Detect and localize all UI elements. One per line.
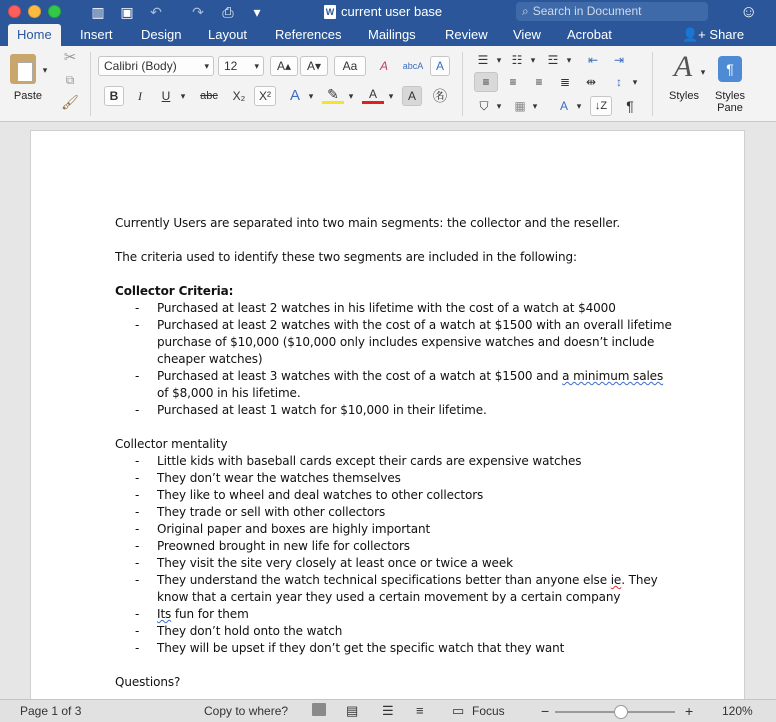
copy-to-where-status[interactable]: Copy to where? — [204, 704, 289, 718]
styles-chevron-icon[interactable]: ▾ — [700, 67, 706, 77]
font-color-button[interactable] — [362, 84, 384, 104]
list-item-text: Purchased at least 3 watches with the cost of a watch at $1500 and — [157, 369, 563, 383]
multilevel-chevron-icon[interactable]: ▾ — [566, 55, 572, 65]
search-placeholder: Search in Document — [532, 4, 642, 18]
zoom-level[interactable]: 120% — [722, 704, 753, 718]
list-item-text: of $8,000 in his lifetime. — [157, 386, 301, 400]
tab-insert[interactable]: Insert — [80, 27, 113, 42]
tab-mailings[interactable]: Mailings — [368, 27, 416, 42]
ribbon-separator — [462, 52, 463, 116]
minimize-window-button[interactable] — [28, 5, 41, 18]
word-document-icon: W — [325, 7, 335, 17]
font-name-value: Calibri (Body) — [104, 59, 177, 73]
list-item[interactable]: - Original paper and boxes are highly important — [115, 521, 675, 538]
styles-label[interactable]: Styles — [669, 90, 699, 102]
list-item[interactable]: - Purchased at least 1 watch for $10,000 in their lifetime. — [115, 402, 675, 419]
tab-review[interactable]: Review — [445, 27, 488, 42]
ribbon-tabs — [0, 24, 776, 46]
list-item[interactable] — [115, 572, 675, 606]
list-item-text: fun for them — [171, 607, 249, 621]
document-body[interactable] — [115, 215, 675, 691]
underline-button[interactable]: U — [161, 89, 171, 103]
styles-pane-label[interactable] — [706, 90, 754, 114]
list-item[interactable]: - They visit the site very closely at least once or twice a week — [115, 555, 675, 572]
underline-options-chevron-icon[interactable]: ▾ — [180, 91, 186, 101]
borders-icon[interactable]: ▦ — [514, 99, 526, 113]
sidebar-toggle-icon[interactable]: ▥ — [91, 4, 105, 20]
intro-paragraph[interactable]: Currently Users are separated into two main segments: the collector and the reseller. — [115, 216, 621, 230]
align-right-icon[interactable]: ≡ — [535, 75, 543, 89]
grammar-flag[interactable]: Its — [157, 607, 172, 621]
list-item[interactable] — [115, 368, 675, 402]
highlighter-icon: ✎ — [327, 86, 339, 102]
search-icon: ⌕ — [522, 4, 529, 18]
document-canvas[interactable] — [0, 123, 776, 699]
line-spacing-chevron-icon[interactable]: ▾ — [632, 77, 638, 87]
paste-label: Paste — [13, 90, 43, 102]
list-item[interactable] — [115, 606, 675, 623]
list-item-text: They understand the watch technical specifications better than anyone else — [157, 573, 611, 587]
font-color-a-icon: A — [368, 87, 377, 101]
highlight-color-button[interactable] — [322, 84, 344, 104]
share-button[interactable] — [682, 24, 744, 46]
font-size-select[interactable] — [218, 56, 264, 76]
bullets-list-icon[interactable]: ☰ — [477, 53, 489, 67]
increase-indent-icon[interactable]: ⇥ — [613, 53, 625, 67]
draft-view-icon[interactable]: ≡ — [416, 703, 424, 718]
share-label: Share — [709, 27, 745, 42]
list-item[interactable]: - They like to wheel and deal watches to other collectors — [115, 487, 675, 504]
grow-font-button[interactable]: A▴ — [270, 56, 298, 76]
questions-heading[interactable]: Questions? — [115, 675, 181, 689]
tab-references[interactable]: References — [275, 27, 342, 42]
font-name-select[interactable] — [98, 56, 214, 76]
feedback-smiley-icon[interactable]: ☺ — [740, 2, 758, 21]
align-left-icon[interactable]: ≡ — [474, 72, 498, 92]
bold-button[interactable]: B — [104, 86, 124, 106]
ribbon-separator — [90, 52, 91, 116]
list-item[interactable]: - They don’t hold onto the watch — [115, 623, 675, 640]
decrease-indent-icon[interactable]: ⇤ — [587, 53, 599, 67]
align-center-icon[interactable]: ≡ — [509, 75, 517, 89]
borders-chevron-icon[interactable]: ▾ — [532, 101, 538, 111]
focus-mode-icon[interactable]: ▭ — [452, 703, 465, 718]
shading-chevron-icon[interactable]: ▾ — [496, 101, 502, 111]
sort-az-icon[interactable]: ↓Z — [590, 96, 612, 116]
asian-layout-chevron-icon[interactable]: ▾ — [576, 101, 582, 111]
styles-pane-label-line2: Pane — [717, 102, 743, 114]
chevron-down-icon: ▾ — [204, 61, 209, 71]
grammar-flag[interactable]: a minimum sales — [562, 369, 664, 383]
collector-criteria-heading[interactable]: Collector Criteria: — [115, 284, 234, 298]
multilevel-list-icon[interactable]: ☲ — [547, 53, 559, 67]
styles-pane-icon[interactable]: ¶ — [718, 56, 742, 82]
text-effects-chevron-icon[interactable]: ▾ — [308, 91, 314, 101]
numbering-chevron-icon[interactable]: ▾ — [530, 55, 536, 65]
styles-pane-label-line1: Styles — [715, 90, 745, 102]
document-page[interactable] — [30, 130, 745, 722]
font-color-chevron-icon[interactable]: ▾ — [388, 91, 394, 101]
title-bar — [0, 0, 776, 24]
web-layout-view-icon[interactable]: ▤ — [346, 703, 359, 718]
list-item[interactable]: - Purchased at least 2 watches in his lifetime with the cost of a watch at $4000 — [115, 300, 675, 317]
tab-view[interactable]: View — [513, 27, 541, 42]
tab-home[interactable]: Home — [8, 24, 61, 46]
list-item-text: . They know that a certain year they used a certain movement by a certain company — [157, 573, 658, 604]
zoom-window-button[interactable] — [48, 5, 61, 18]
character-shading-button[interactable]: A — [402, 86, 422, 106]
document-title — [324, 3, 442, 21]
print-icon[interactable]: ⎙ — [222, 4, 234, 20]
search-in-document-field[interactable] — [516, 2, 708, 21]
paste-options-chevron-icon[interactable]: ▾ — [42, 65, 48, 75]
zoom-in-button[interactable]: + — [685, 703, 694, 719]
save-icon[interactable]: ▣ — [120, 4, 134, 20]
spelling-flag[interactable]: ie — [610, 573, 622, 587]
close-window-button[interactable] — [8, 5, 21, 18]
print-layout-view-icon[interactable] — [312, 703, 326, 716]
criteria-intro-paragraph[interactable]: The criteria used to identify these two segments are included in the following: — [115, 250, 577, 264]
phonetic-guide-button[interactable]: abcA — [402, 61, 424, 71]
numbering-list-icon[interactable]: ☷ — [511, 53, 523, 67]
undo-icon[interactable]: ↶ — [150, 4, 162, 20]
justify-icon[interactable]: ≣ — [559, 75, 571, 89]
page-count[interactable]: Page 1 of 3 — [20, 704, 82, 718]
show-paragraph-marks-icon[interactable]: ¶ — [626, 98, 634, 114]
tab-design[interactable]: Design — [141, 27, 182, 42]
list-item[interactable]: - They will be upset if they don’t get the specific watch that they want — [115, 640, 675, 657]
asian-layout-icon[interactable]: A — [559, 99, 568, 113]
subscript-button[interactable]: X₂ — [232, 89, 246, 103]
outline-view-icon[interactable]: ☰ — [382, 703, 394, 718]
distributed-icon[interactable]: ⇹ — [585, 75, 597, 89]
change-case-button[interactable]: Aa — [334, 56, 366, 76]
font-size-value: 12 — [224, 59, 238, 73]
bullets-chevron-icon[interactable]: ▾ — [496, 55, 502, 65]
document-title-text: current user base — [341, 4, 443, 19]
line-spacing-icon[interactable]: ↕ — [616, 75, 622, 89]
status-bar — [0, 699, 776, 722]
copy-icon[interactable]: ⧉ — [65, 73, 75, 87]
collector-criteria-list — [115, 300, 675, 419]
redo-icon[interactable]: ↷ — [192, 4, 204, 20]
text-effects-button[interactable]: A — [289, 87, 300, 104]
add-person-icon: 👤+ — [682, 27, 706, 42]
tab-layout[interactable]: Layout — [208, 27, 248, 42]
home-ribbon — [0, 46, 776, 122]
styles-gallery-icon[interactable]: A — [673, 50, 693, 83]
superscript-button[interactable]: X² — [254, 86, 276, 106]
customize-toolbar-icon[interactable]: ▾ — [253, 4, 261, 20]
tab-acrobat[interactable]: Acrobat — [567, 27, 612, 42]
strikethrough-button[interactable]: abc — [200, 90, 218, 102]
ribbon-separator — [652, 52, 653, 116]
list-item[interactable]: - They trade or sell with other collectors — [115, 504, 675, 521]
chevron-down-icon: ▾ — [254, 61, 259, 71]
character-border-button[interactable]: A — [430, 56, 450, 76]
shading-bucket-icon[interactable]: ⛉ — [479, 99, 489, 113]
shrink-font-button[interactable]: A▾ — [300, 56, 328, 76]
list-item[interactable]: - They don’t wear the watches themselves — [115, 470, 675, 487]
clear-formatting-button[interactable]: A — [379, 59, 388, 73]
enclose-characters-button[interactable]: ㊔ — [433, 88, 447, 104]
cut-scissors-icon[interactable]: ✂ — [63, 49, 77, 66]
zoom-out-button[interactable]: − — [541, 703, 550, 719]
italic-button[interactable]: I — [138, 89, 142, 103]
zoom-slider-knob[interactable] — [614, 705, 628, 719]
list-item[interactable]: - Preowned brought in new life for collectors — [115, 538, 675, 555]
collector-mentality-list — [115, 453, 675, 657]
paste-clipboard-icon[interactable] — [10, 54, 36, 84]
collector-mentality-heading[interactable]: Collector mentality — [115, 437, 228, 451]
list-item[interactable]: - Purchased at least 2 watches with the cost of a watch at $1500 with an overall lifetime purchase of $10,000 ($10,000 only includes expensive watches and doesn’t include cheaper watches) — [115, 317, 675, 368]
focus-mode-label[interactable]: Focus — [472, 704, 505, 718]
format-painter-brush-icon[interactable]: 🖌 — [61, 94, 79, 110]
list-item[interactable]: - Little kids with baseball cards except their cards are expensive watches — [115, 453, 675, 470]
highlight-chevron-icon[interactable]: ▾ — [348, 91, 354, 101]
